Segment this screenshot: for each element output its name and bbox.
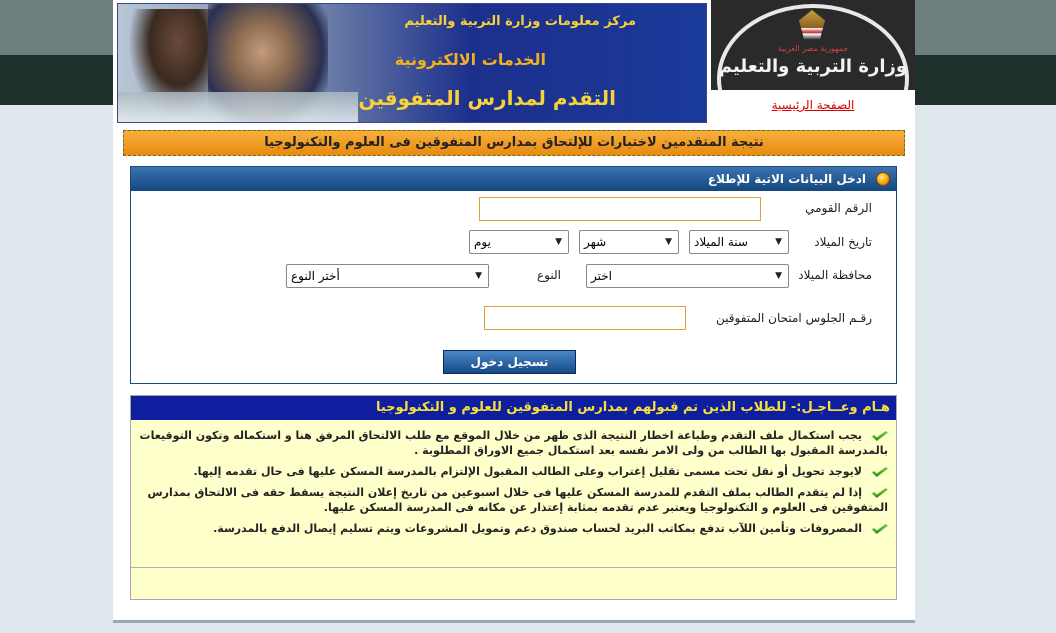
gender-value: أختر النوع [291, 269, 340, 283]
birthdate-label: تاريخ الميلاد [814, 235, 872, 249]
chevron-down-icon: ▼ [775, 271, 782, 281]
banner-title-ministry: مركز معلومات وزارة التربية والتعليم [404, 14, 636, 29]
ministry-logo [711, 0, 915, 90]
orange-bullet-icon [876, 172, 890, 186]
seat-number-input[interactable] [484, 306, 686, 330]
notice-item [139, 428, 888, 458]
gender-select[interactable] [286, 264, 489, 288]
national-id-label: الرقم القومي [805, 201, 872, 215]
national-id-input[interactable] [479, 197, 761, 221]
logo-ministry-text: وزارة التربية والتعليم [718, 56, 908, 77]
green-check-icon [872, 467, 888, 477]
notice-panel [130, 395, 897, 600]
form-header-text: ادخل البيانات الاتية للإطلاع [707, 172, 866, 186]
governorate-select[interactable] [586, 264, 789, 288]
result-title-bar: نتيجة المتقدمين لاختبارات للإلتحاق بمدارس المتفوقين فى العلوم والتكنولوجيا [123, 130, 905, 156]
login-form-panel [130, 166, 897, 384]
form-header [131, 167, 896, 191]
login-button[interactable]: تسجيل دخول [443, 350, 576, 374]
chevron-down-icon: ▼ [775, 237, 782, 247]
chevron-down-icon: ▼ [555, 237, 562, 247]
notice-item-text: المصروفات وتأمين اللآب تدفع بمكاتب البريد لحساب صندوق دعم وتمويل المشروعات ويتم تسليم إيصال الدفع بالمدرسة. [213, 522, 862, 535]
header-banner [117, 3, 707, 123]
green-check-icon [872, 488, 888, 498]
chevron-down-icon: ▼ [665, 237, 672, 247]
notice-item-text: يجب استكمال ملف التقدم وطباعة اخطار النتيجة الذى ظهر من خلال الموقع مع طلب الالتحاق المرفق هنا و استكماله وتكون التوقيعات بالمدرسة المقبول بها الطالب من ولى الامر نفسه بعد استكمال جميع الاوراق المطلوبة . [139, 429, 888, 457]
home-link[interactable]: الصفحة الرئيسية [771, 98, 855, 112]
birth-month-value: شهر [584, 235, 607, 249]
chevron-down-icon: ▼ [475, 271, 482, 281]
birth-year-value: سنة الميلاد [694, 235, 748, 249]
notice-header: هـام وعــاجـل:- للطلاب الذين تم قبولهم بمدارس المتفوقين للعلوم و التكنولوجيا [131, 396, 896, 420]
notice-item [139, 464, 888, 479]
notice-item [139, 521, 888, 536]
notice-item-text: لايوجد تحويل أو نقل تحت مسمى تقليل إغتراب وعلى الطالب المقبول الإلتزام بالمدرسة المسكن عليها فى حال تقدمه إليها. [193, 465, 862, 478]
birth-year-select[interactable] [689, 230, 789, 254]
notice-item-text: إذا لم يتقدم الطالب بملف التقدم للمدرسة المسكن عليها فى خلال اسبوعين من تاريخ إعلان النتيجة يسقط حقه فى الالتحاق بمدارس المتفوقين فى العلوم و التكنولوجيا ويعتبر عدم تقدمه بمثابة إعتذار عن مكانه فى المدرسة المسكن عليها. [147, 486, 888, 514]
banner-title-application: التقدم لمدارس المتفوقين [358, 86, 616, 110]
gender-label: النوع [537, 268, 561, 282]
banner-title-services: الخدمات الالكترونية [394, 50, 546, 69]
governorate-label: محافظة الميلاد [798, 268, 872, 282]
logo-country-text: جمهورية مصر العربية [777, 44, 849, 53]
page-container [113, 0, 915, 623]
banner-desk [118, 92, 358, 122]
seat-number-label: رقـم الجلوس امتحان المتفوقين [716, 311, 872, 325]
governorate-value: اختر [591, 269, 612, 283]
birth-day-value: يوم [474, 235, 491, 249]
green-check-icon [872, 431, 888, 441]
birth-day-select[interactable] [469, 230, 569, 254]
birth-month-select[interactable] [579, 230, 679, 254]
notice-body [131, 420, 896, 568]
notice-item [139, 485, 888, 515]
green-check-icon [872, 524, 888, 534]
